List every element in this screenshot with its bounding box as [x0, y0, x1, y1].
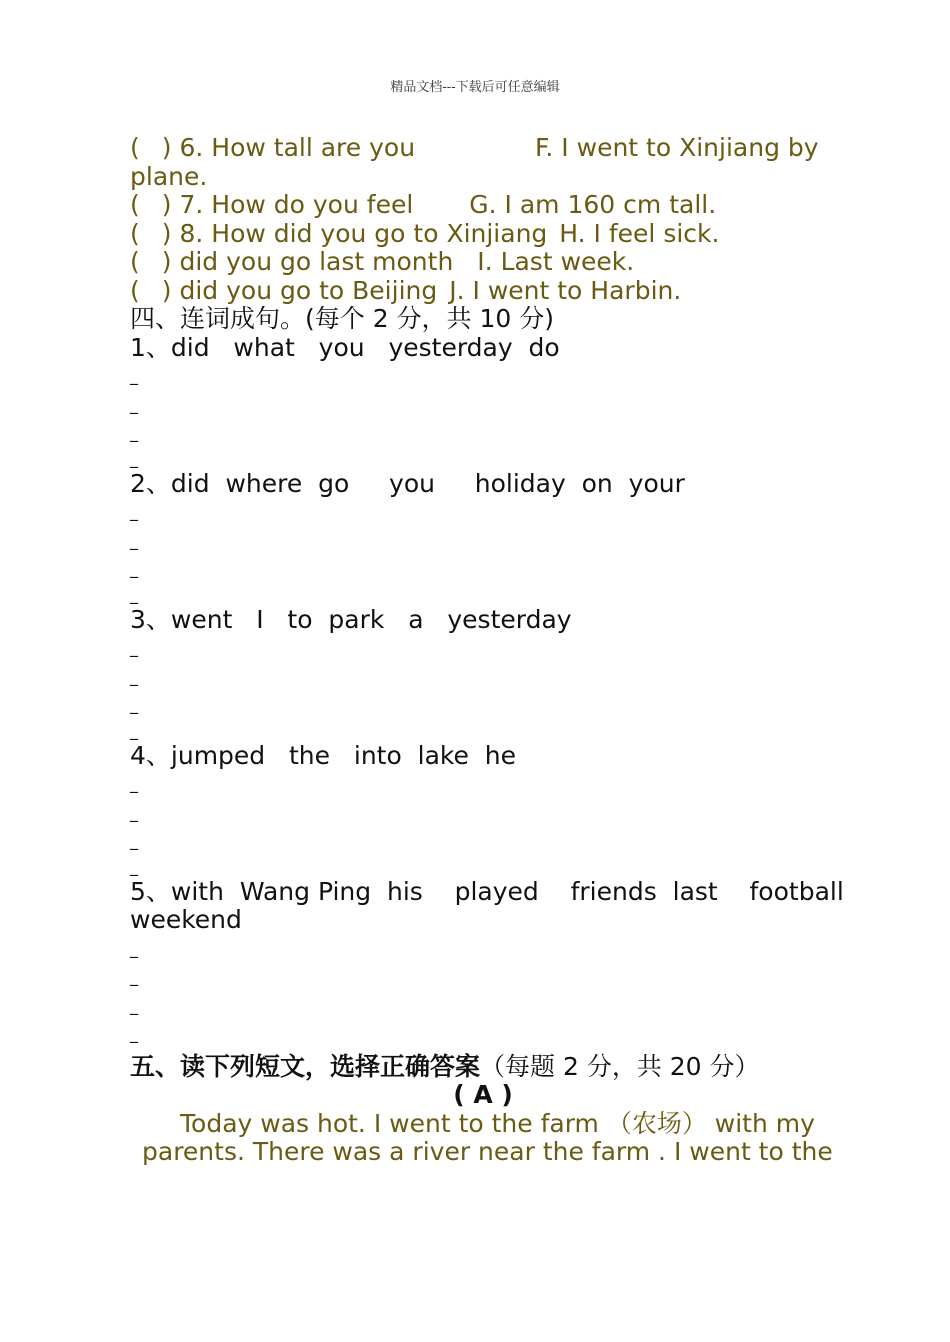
answer-blank[interactable]: _ — [130, 774, 138, 793]
answer-blank[interactable]: _ — [130, 559, 138, 578]
answer-text: G. I am 160 cm tall. — [469, 190, 717, 219]
answer-bracket-close: ) — [161, 247, 172, 276]
passage-line-1 — [130, 1110, 836, 1139]
question-text: did you go to Beijing — [179, 275, 438, 305]
sentence-item-4: 4、jumped the into lake he — [130, 740, 517, 770]
answer-bracket-close: ) — [161, 190, 172, 219]
answer-bracket-close: ) — [161, 218, 172, 248]
question-text: 6. How tall are you — [179, 133, 416, 162]
sentence-item-5-continued: weekend — [130, 905, 242, 934]
matching-item-10 — [130, 277, 836, 306]
sentence-item-2: 2、did where go you holiday on your — [130, 468, 685, 498]
passage-line-2 — [130, 1138, 836, 1167]
answer-blank[interactable]: _ — [130, 530, 138, 550]
sentence-item-5: 5、with Wang Ping his played friends last football — [130, 876, 844, 906]
matching-list — [130, 134, 836, 305]
answer-blank[interactable]: _ — [130, 967, 138, 986]
answer-text: F. I went to Xinjiang by — [535, 133, 819, 162]
answer-blank[interactable]: _ — [130, 802, 138, 822]
answer-bracket-open: ( — [130, 218, 140, 248]
answer-bracket-open: ( — [130, 190, 140, 219]
passage-text: parents. There was a river near the farm . I went to the — [142, 1137, 833, 1166]
answer-bracket-close: ) — [161, 275, 172, 305]
matching-item-8 — [130, 220, 836, 249]
section5-scoring-note: （每题 2 分，共 20 分） — [480, 1051, 760, 1081]
section5-heading: 五、读下列短文，选择正确答案 — [130, 1051, 481, 1081]
answer-blank[interactable]: _ — [130, 584, 138, 604]
section4-title: 四、连词成句。(每个 2 分，共 10 分) — [130, 304, 555, 333]
answer-bracket-close: ) — [161, 133, 172, 162]
answer-blank[interactable]: _ — [130, 366, 138, 385]
answer-bracket-open: ( — [130, 275, 140, 305]
question-text: did you go last month — [179, 247, 454, 276]
answer-blank[interactable]: _ — [130, 394, 138, 414]
answer-blank[interactable]: _ — [130, 720, 138, 740]
matching-item-9 — [130, 248, 836, 277]
answer-text: I. Last week. — [477, 247, 635, 276]
answer-blank[interactable]: _ — [130, 856, 138, 876]
sentence-item-1: 1、did what you yesterday do — [130, 332, 560, 362]
answer-text: J. I went to Harbin. — [449, 275, 682, 305]
answer-blank[interactable]: _ — [130, 666, 138, 686]
answer-blank[interactable]: _ — [130, 938, 138, 958]
question-text: 8. How did you go to Xinjiang — [179, 218, 548, 248]
answer-blank[interactable]: _ — [130, 1024, 138, 1043]
sentence-item-3: 3、went I to park a yesterday — [130, 604, 572, 634]
answer-blank[interactable]: _ — [130, 831, 138, 850]
page-header: 精品文档---下载后可任意编辑 — [390, 80, 560, 95]
passage-label: ( A ) — [453, 1080, 513, 1109]
answer-text: H. I feel sick. — [559, 218, 720, 248]
answer-bracket-open: ( — [130, 133, 140, 162]
answer-blank[interactable]: _ — [130, 995, 138, 1015]
matching-item-6-continued: plane. — [130, 161, 208, 191]
answer-bracket-open: ( — [130, 247, 140, 276]
answer-blank[interactable]: _ — [130, 448, 138, 468]
answer-blank[interactable]: _ — [130, 638, 138, 657]
answer-blank[interactable]: _ — [130, 502, 138, 521]
question-text: 7. How do you feel — [179, 190, 414, 219]
document-body — [130, 133, 844, 1167]
answer-blank[interactable]: _ — [130, 423, 138, 442]
matching-item-6 — [130, 134, 836, 163]
answer-blank[interactable]: _ — [130, 695, 138, 714]
passage-text: Today was hot. I went to the farm （农场） with my — [180, 1108, 815, 1138]
section5-title — [130, 1053, 836, 1082]
matching-item-7 — [130, 191, 836, 220]
